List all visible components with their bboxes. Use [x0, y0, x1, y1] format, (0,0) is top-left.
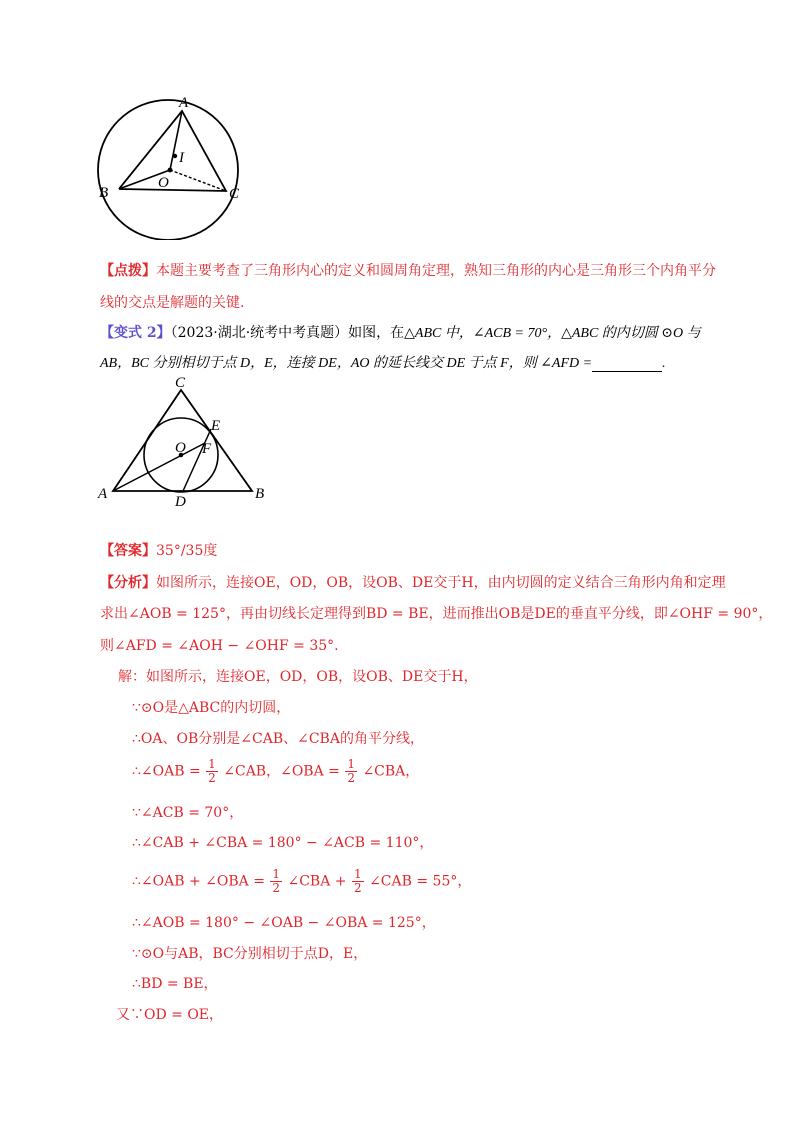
step6-part-a: ∴∠OAB + ∠OBA = — [132, 873, 265, 890]
step3-part-c: ∠CBA， — [362, 763, 420, 780]
dianbo-line2: 线的交点是解题的关键. — [100, 295, 245, 311]
fraction-half — [206, 758, 218, 785]
solution-step-4: ∵∠ACB = 70°， — [132, 805, 244, 821]
step6-part-b: ∠CBA + — [287, 873, 347, 890]
step3-part-a: ∴∠OAB = — [132, 763, 201, 780]
bianshi-line2 — [100, 352, 666, 372]
label-e: E — [211, 418, 221, 434]
label-a: A — [179, 95, 189, 111]
bianshi-question-2: AB，BC 分别相切于点 D，E，连接 DE，AO 的延长线交 DE 于点 F，则 ∠AFD = — [100, 356, 593, 371]
solution-step-3 — [132, 758, 419, 785]
triangle-abc — [119, 111, 226, 191]
solution-step-6 — [132, 868, 471, 895]
point-i — [173, 154, 177, 158]
label-a-2: A — [98, 486, 108, 502]
analysis-text-1: 如图所示，连接OE，OD，OB，设OB、DE交于H，由内切圆的定义结合三角形内角和定理 — [156, 575, 726, 591]
figure-incircle — [95, 375, 285, 510]
bianshi-line1 — [100, 322, 701, 342]
solution-step-10: 又∵OD = OE， — [116, 1007, 224, 1023]
answer-tag: 【答案】 — [100, 543, 156, 559]
fraction-numerator: 1 — [208, 757, 216, 771]
fraction-half — [352, 868, 364, 895]
fraction-half — [345, 758, 357, 785]
solution-step-9: ∴BD = BE， — [132, 976, 218, 992]
answer-blank — [592, 357, 662, 372]
solution-intro: 解：如图所示，连接OE，OD，OB，设OB、DE交于H， — [118, 669, 478, 685]
answer-line — [100, 540, 217, 560]
label-b: B — [99, 185, 109, 201]
label-f: F — [202, 441, 212, 457]
analysis-line3: 则∠AFD = ∠AOH − ∠OHF = 35°. — [100, 638, 339, 654]
label-d: D — [175, 494, 186, 510]
fraction-denominator: 2 — [347, 771, 355, 785]
fraction-half — [270, 868, 282, 895]
solution-step-1: ∵⊙O是△ABC的内切圆， — [132, 700, 291, 716]
analysis-tag: 【分析】 — [100, 575, 156, 591]
segment-co-dashed — [170, 170, 226, 191]
dianbo-line1 — [100, 260, 716, 280]
point-o — [168, 168, 173, 173]
label-o: O — [158, 175, 169, 191]
label-i: I — [179, 150, 184, 166]
analysis-line1 — [100, 572, 726, 592]
dianbo-text-1: 本题主要考查了三角形内心的定义和圆周角定理，熟知三角形的内心是三角形三个内角平分 — [156, 263, 716, 279]
label-c-2: C — [175, 375, 186, 391]
figure-circumcircle — [95, 90, 255, 240]
fraction-numerator: 1 — [353, 867, 362, 881]
answer-value: 35°/35度 — [156, 543, 218, 559]
dianbo-tag: 【点拨】 — [100, 263, 156, 279]
fraction-numerator: 1 — [272, 867, 281, 881]
label-o-2: O — [175, 440, 186, 456]
step3-part-b: ∠CAB，∠OBA = — [223, 763, 340, 780]
fraction-numerator: 1 — [347, 757, 355, 771]
solution-step-2: ∴OA、OB分别是∠CAB、∠CBA的角平分线， — [132, 731, 424, 747]
fraction-denominator: 2 — [353, 881, 362, 895]
label-b-2: B — [255, 486, 265, 502]
step6-part-c: ∠CAB = 55°， — [369, 873, 472, 890]
bianshi-question-1: △ABC 中，∠ACB = 70°，△ABC 的内切圆 ⊙O 与 — [404, 326, 701, 341]
label-c: C — [229, 186, 240, 202]
solution-step-8: ∵⊙O与AB，BC分别相切于点D，E， — [132, 946, 368, 962]
bianshi-question-end: . — [662, 356, 666, 371]
fraction-denominator: 2 — [272, 881, 281, 895]
fraction-denominator: 2 — [208, 771, 216, 785]
analysis-line2: 求出∠AOB = 125°，再由切线长定理得到BD = BE，进而推出OB是DE的垂直平分线，即∠OHF = 90°， — [100, 606, 773, 622]
bianshi-source: （2023·湖北·统考中考真题）如图，在 — [170, 325, 405, 341]
solution-step-5: ∴∠CAB + ∠CBA = 180° − ∠ACB = 110°， — [132, 835, 434, 851]
solution-step-7: ∴∠AOB = 180° − ∠OAB − ∠OBA = 125°， — [132, 915, 436, 931]
bianshi-tag: 【变式 2】 — [100, 325, 171, 341]
